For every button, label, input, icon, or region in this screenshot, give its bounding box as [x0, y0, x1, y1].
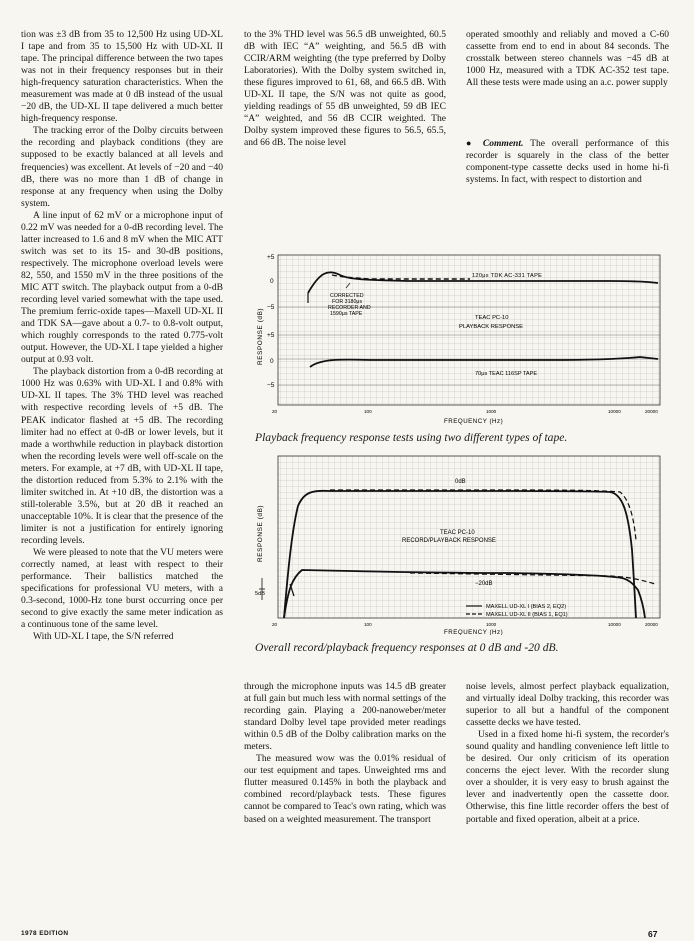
- right-top-column: [466, 29, 669, 89]
- graph-grid: [278, 255, 660, 405]
- y-tick: 0: [270, 278, 274, 285]
- paragraph: A line input of 62 mV or a microphone input of 0.22 mV was needed for a 0-dB recording level. The latter increased to 1.6 and 8 mV when the MIC ATT switch was set to its 15- and 30-dB positions, respectively. The microphone overload levels were 82, 550, and 1550 mV in the three positions of the MIC ATT switch. The playback output from a 0-dB recording level varied somewhat with the tape used. The premium ferric-oxide tapes—Maxell UD-XL II and TDK SA—gave about a 0.7- to 0.8-volt output, which roughly corresponds to the rated 0.775-volt output. However, the UD-XL I tape yielded a higher output at 0.93 volt.: [21, 209, 223, 366]
- y-axis-label: RESPONSE (dB): [257, 504, 264, 562]
- paragraph: The measured wow was the 0.01% residual of our test equipment and tapes. Unweighted rms and flutter measured 0.145% in both the playback and combined record/playback tests. These figures cannot be compared to Teac's own rating, which was based on a weighted measurement. The transport: [244, 753, 446, 825]
- y-axis-label: RESPONSE (dB): [257, 307, 264, 365]
- y-tick: +5: [267, 332, 275, 339]
- corrected-label: 1590μs TAPE: [330, 311, 363, 317]
- figure1-caption: Playback frequency response tests using two different types of tape.: [255, 431, 568, 444]
- paragraph: operated smoothly and reliably and moved a C-60 cassette from end to end in about 84 seconds. The crosstalk between stereo channels was −45 dB at 1000 Hz, measured with a TDK AC-352 test tape. All these tests were made using an a.c. power supply: [466, 29, 669, 89]
- legend-entry: MAXELL UD-XL II (BIAS 1, EQ1): [486, 612, 568, 618]
- teac-label: TEAC PC-10: [440, 530, 475, 536]
- paragraph: noise levels, almost perfect playback equalization, and virtually ideal Dolby tracking, this recorder was superior to all but a handful of the component cassette decks we have tested.: [466, 681, 669, 729]
- paragraph: tion was ±3 dB from 35 to 12,500 Hz using UD-XL I tape and from 35 to 15,500 Hz with UD-XL II tape. The principal difference between the two tapes was not in their frequency responses but in their high-frequency saturation characteristics. When the measurement was made at 0 dB instead of the usual −20 dB, the UD-XL II tape delivered a much better high-frequency response.: [21, 29, 223, 125]
- comment-label: Comment.: [482, 138, 524, 149]
- x-tick: 1000: [486, 622, 497, 627]
- zero-db-label: 0dB: [455, 479, 466, 485]
- x-tick: 10000: [608, 409, 621, 414]
- x-tick: 1000: [486, 409, 497, 414]
- corrected-label: FOR 3180μs: [332, 299, 363, 305]
- middle-top-column: [244, 29, 446, 149]
- playback-label: PLAYBACK RESPONSE: [459, 324, 524, 330]
- paragraph: to the 3% THD level was 56.5 dB unweighted, 60.5 dB with IEC “A” weighting, and 56.5 dB with CCIR/ARM weighting (the type preferred by Dolby Laboratories). With the Dolby system switched in, these figures improved to 61, 68, and 66.5 dB. With UD-XL II tape, the S/N was not quite as good, yielding readings of 55 dB unweighted, 59 dB IEC “A” weighted, and 56 dB CCIR weighted. The Dolby system improved these figures to 56.5, 65.5, and 66 dB. The noise level: [244, 29, 446, 149]
- y-tick: −5: [267, 382, 275, 389]
- scale-label: 5dB: [255, 591, 265, 597]
- corrected-label: CORRECTED: [330, 293, 364, 299]
- x-axis-label: FREQUENCY (Hz): [444, 629, 504, 635]
- x-tick: 20000: [645, 409, 658, 414]
- y-tick: 0: [270, 358, 274, 365]
- paragraph: We were pleased to note that the VU meters were correctly named, at least with respect to their performance. Their ballistics matched the specifications for professional VU meters, with a 0.3-second, 1000-Hz tone burst occurring once per second to give exactly the same meter indication as a continuous tone of the same level.: [21, 547, 223, 631]
- x-axis-label: FREQUENCY (Hz): [444, 418, 504, 425]
- footer-edition: 1978 EDITION: [21, 930, 69, 937]
- legend-entry: MAXELL UD-XL I (BIAS 2, EQ2): [486, 604, 567, 610]
- minus-20db-label: −20dB: [475, 581, 493, 587]
- page-number: 67: [648, 929, 658, 939]
- tape2-label: 70μs TEAC 116SP TAPE: [475, 371, 538, 377]
- x-tick: 100: [364, 409, 372, 414]
- x-tick: 10000: [608, 622, 621, 627]
- paragraph: The playback distortion from a 0-dB recording at 1000 Hz was 0.63% with UD-XL I and 0.8% with UD-XL II tapes. The 3% THD level was reached with respective recording levels of +5 dB. The PEAK indicator flashed at +5 dB. The recording limiter had no effect at 0-dB or lower levels, but it made a worthwhile reduction in playback distortion when the recording levels were well off-scale on the meters. For example, at +7 dB, with UD-XL II tape, the distortion reduced from 5.3% to 2.1% with the limiter switched in. At +10 dB, the distortion was a still-tolerable 3.5%, but at 20 dB it reached an unacceptable 10%. It is clear that the presence of the limiter is not a justification for entirely ignoring recording levels.: [21, 366, 223, 546]
- playback-response-figure: [250, 247, 690, 427]
- comment-paragraph: [466, 137, 669, 186]
- y-tick: −5: [267, 304, 275, 311]
- title-label: RECORD/PLAYBACK RESPONSE: [402, 538, 496, 544]
- x-tick: 20000: [645, 622, 658, 627]
- right-bottom-column: [466, 681, 669, 826]
- tape1-label: 120μs TDK AC-331 TAPE: [472, 273, 543, 279]
- paragraph: The tracking error of the Dolby circuits between the recording and playback conditions (they are supposed to be exactly balanced at all levels and frequencies) was excellent. At levels of −20 and −40 dB, there was no more than 1 dB of change in response at any frequency when using the Dolby system.: [21, 125, 223, 209]
- comment-text: The overall performance of this recorder is squarely in the class of the better component-type cassette decks used in home hi-fi systems. In fact, with respect to distortion and: [466, 138, 670, 186]
- figure2-caption: Overall record/playback frequency responses at 0 dB and -20 dB.: [255, 641, 559, 654]
- y-tick: +5: [267, 254, 275, 261]
- graph-grid: [278, 456, 660, 618]
- left-column: [21, 29, 223, 643]
- teac-label: TEAC PC-10: [475, 315, 509, 321]
- x-tick: 100: [364, 622, 372, 627]
- paragraph: Used in a fixed home hi-fi system, the recorder's sound quality and handling convenience left little to be desired. Our only criticism of its operation concerns the eject lever. With the recorder slung over a shoulder, it is very easy to brush against the lever and inadvertently open the cassette door. Otherwise, this fine little recorder offers the best of portable and fixed operation, albeit at a price.: [466, 729, 669, 825]
- corrected-label: RECORDER AND: [328, 305, 371, 311]
- paragraph: through the microphone inputs was 14.5 dB greater at full gain but much less with normal settings of the recording gain. Playing a 200-nanoweber/meter standard Dolby level tape provided meter readings within 0.5 dB of the Dolby calibration marks on the meters.: [244, 681, 446, 753]
- middle-bottom-column: [244, 681, 446, 826]
- x-tick: 20: [272, 409, 278, 414]
- record-playback-figure: [250, 450, 690, 635]
- paragraph: With UD-XL I tape, the S/N referred: [33, 631, 174, 643]
- bullet-icon: ●: [466, 138, 476, 148]
- x-tick: 20: [272, 622, 278, 627]
